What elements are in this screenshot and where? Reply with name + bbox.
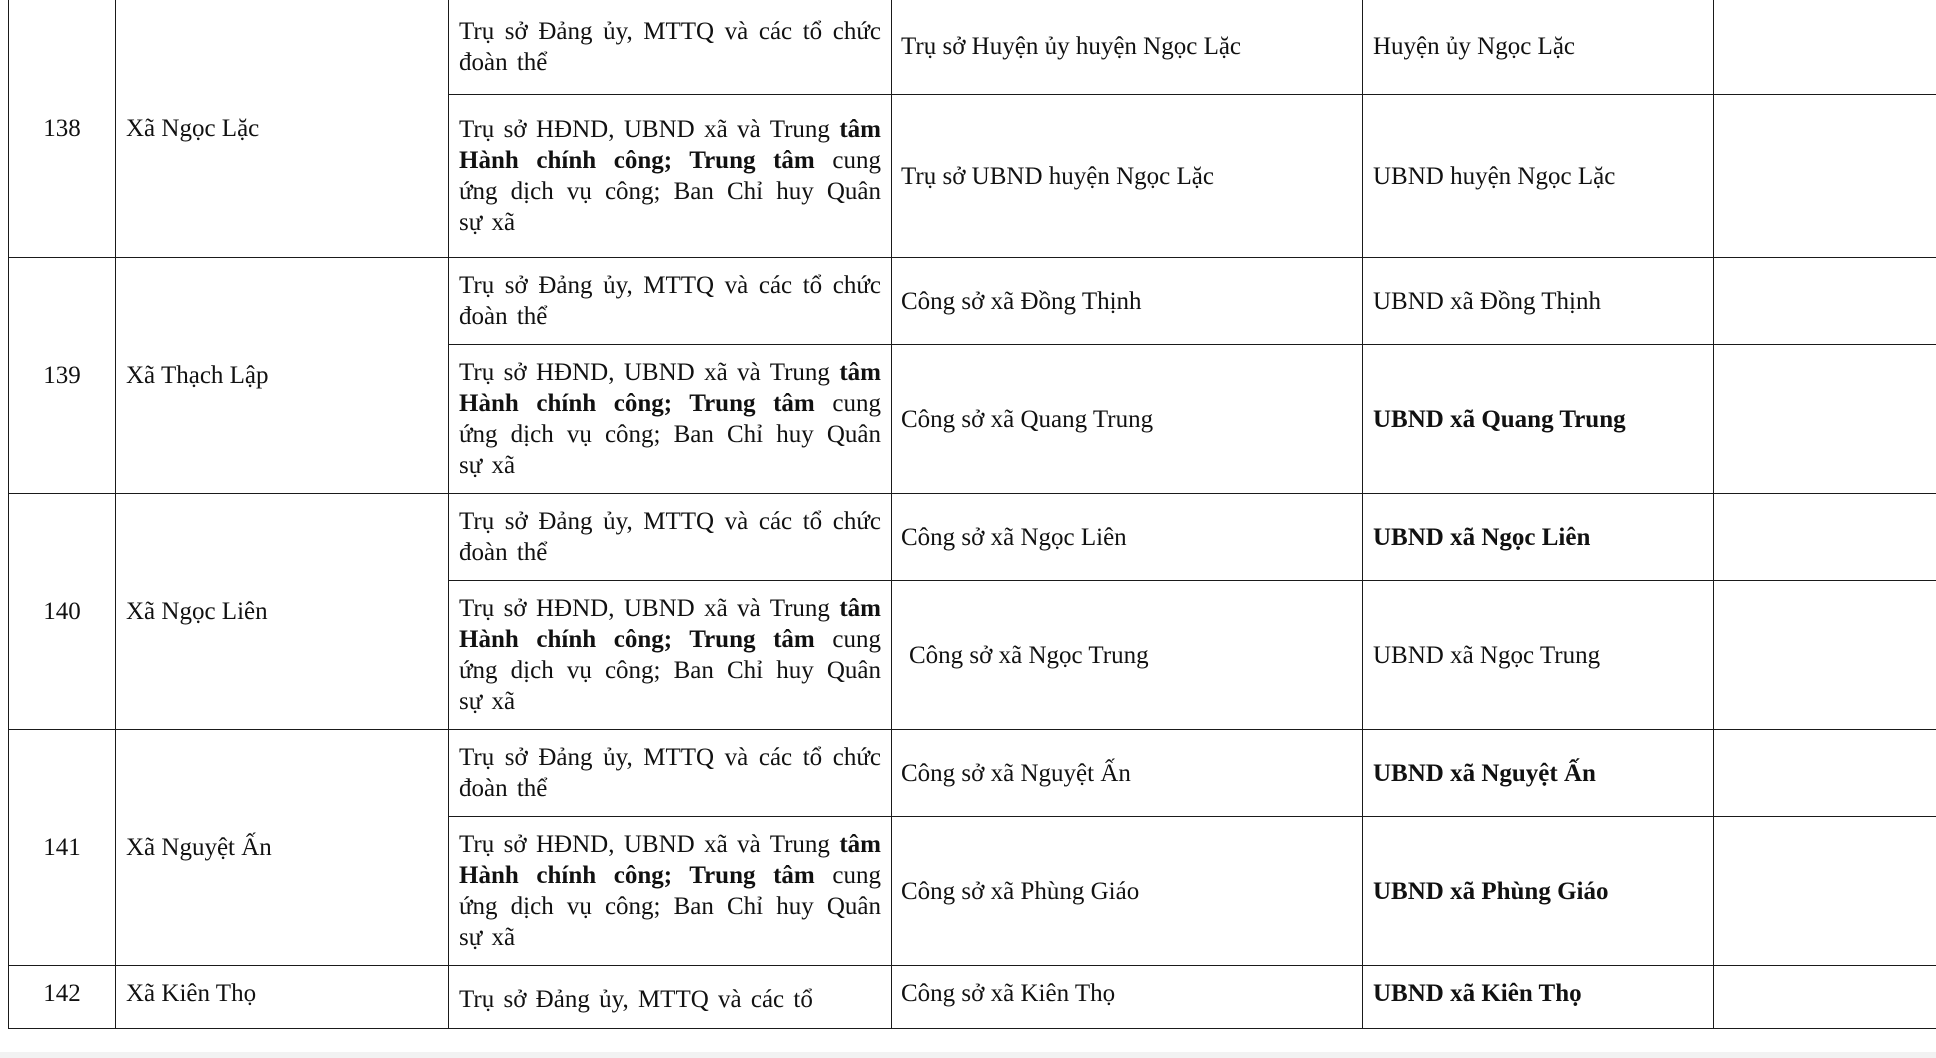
office-function-text: cung ứng dịch vụ công; Ban Chỉ huy Quân sự xã xyxy=(459,390,881,479)
office-function xyxy=(449,966,892,1029)
office-function-text: Trụ sở Đảng ủy, MTTQ và các tổ chức đoàn thể xyxy=(459,17,881,76)
office-function-text: Trụ sở Đảng ủy, MTTQ và các tổ xyxy=(459,986,813,1013)
note-cell xyxy=(1714,730,1936,817)
commune-name: Xã Ngọc Liên xyxy=(116,494,449,730)
office-function-text-bold: tâm Hành chính công; Trung tâm xyxy=(459,359,881,417)
office-function-text-bold: tâm Hành chính công; Trung tâm xyxy=(459,831,881,889)
table-row xyxy=(9,0,1936,95)
office-function-text: cung ứng dịch vụ công; Ban Chỉ huy Quân sự xã xyxy=(459,626,881,715)
commune-name-text: Xã Kiên Thọ xyxy=(126,980,257,1007)
office-location: Công sở xã Nguyệt Ấn xyxy=(892,730,1363,817)
office-function-text: Trụ sở Đảng ủy, MTTQ và các tổ chức đoàn thể xyxy=(459,508,881,566)
office-function xyxy=(449,581,892,730)
office-function xyxy=(449,258,892,345)
note-cell xyxy=(1714,966,1936,1029)
managing-unit: UBND xã Phùng Giáo xyxy=(1363,817,1714,966)
commune-name: Xã Nguyệt Ấn xyxy=(116,730,449,966)
commune-name: Xã Ngọc Lặc xyxy=(116,0,449,258)
managing-unit-text: UBND xã Kiên Thọ xyxy=(1373,980,1582,1007)
row-number: 140 xyxy=(9,494,116,730)
office-location: Trụ sở Huyện ủy huyện Ngọc Lặc xyxy=(892,0,1363,95)
office-location xyxy=(892,966,1363,1029)
office-location: Công sở xã Ngọc Liên xyxy=(892,494,1363,581)
office-function xyxy=(449,817,892,966)
table-row xyxy=(9,730,1936,817)
office-location: Trụ sở UBND huyện Ngọc Lặc xyxy=(892,95,1363,258)
table-row xyxy=(9,258,1936,345)
office-function-text: cung ứng dịch vụ công; Ban Chỉ huy Quân sự xã xyxy=(459,147,881,236)
row-number xyxy=(9,966,116,1029)
office-function xyxy=(449,0,892,95)
office-function-text-bold: tâm Hành chính công; Trung tâm xyxy=(459,595,881,653)
office-location: Công sở xã Phùng Giáo xyxy=(892,817,1363,966)
note-cell xyxy=(1714,581,1936,730)
office-function xyxy=(449,494,892,581)
office-function xyxy=(449,345,892,494)
row-number: 138 xyxy=(9,0,116,258)
office-function-text: Trụ sở HĐND, UBND xã và Trung xyxy=(459,595,830,622)
table-row xyxy=(9,494,1936,581)
assignment-table xyxy=(8,0,1936,1029)
office-location: Công sở xã Quang Trung xyxy=(892,345,1363,494)
managing-unit: UBND huyện Ngọc Lặc xyxy=(1363,95,1714,258)
table-row xyxy=(9,966,1936,1029)
office-function-text: Trụ sở Đảng ủy, MTTQ và các tổ chức đoàn thể xyxy=(459,744,881,802)
office-function-text: Trụ sở HĐND, UBND xã và Trung xyxy=(459,359,830,386)
managing-unit xyxy=(1363,966,1714,1029)
note-cell xyxy=(1714,258,1936,345)
commune-name xyxy=(116,966,449,1029)
managing-unit: UBND xã Ngọc Trung xyxy=(1363,581,1714,730)
note-cell xyxy=(1714,345,1936,494)
row-number-text: 142 xyxy=(43,980,81,1007)
page-bottom-edge xyxy=(0,1052,1936,1058)
office-function-text: Trụ sở HĐND, UBND xã và Trung xyxy=(459,831,830,858)
note-cell xyxy=(1714,494,1936,581)
note-cell xyxy=(1714,95,1936,258)
office-function xyxy=(449,95,892,258)
row-number: 139 xyxy=(9,258,116,494)
note-cell xyxy=(1714,0,1936,95)
managing-unit: Huyện ủy Ngọc Lặc xyxy=(1363,0,1714,95)
office-location-text: Công sở xã Ngọc Trung xyxy=(909,641,1149,669)
row-number: 141 xyxy=(9,730,116,966)
office-function-text: Trụ sở HĐND, UBND xã và Trung xyxy=(459,116,830,143)
office-function-text: Trụ sở Đảng ủy, MTTQ và các tổ chức đoàn thể xyxy=(459,272,881,330)
office-function-text: cung ứng dịch vụ công; Ban Chỉ huy Quân sự xã xyxy=(459,862,881,951)
office-function xyxy=(449,730,892,817)
office-location: Công sở xã Đồng Thịnh xyxy=(892,258,1363,345)
office-location xyxy=(892,581,1363,730)
office-function-text-bold: tâm Hành chính công; Trung tâm xyxy=(459,116,881,174)
commune-name: Xã Thạch Lập xyxy=(116,258,449,494)
note-cell xyxy=(1714,817,1936,966)
managing-unit: UBND xã Nguyệt Ấn xyxy=(1363,730,1714,817)
managing-unit: UBND xã Quang Trung xyxy=(1363,345,1714,494)
managing-unit: UBND xã Ngọc Liên xyxy=(1363,494,1714,581)
office-location-text: Công sở xã Kiên Thọ xyxy=(901,980,1116,1007)
managing-unit: UBND xã Đồng Thịnh xyxy=(1363,258,1714,345)
